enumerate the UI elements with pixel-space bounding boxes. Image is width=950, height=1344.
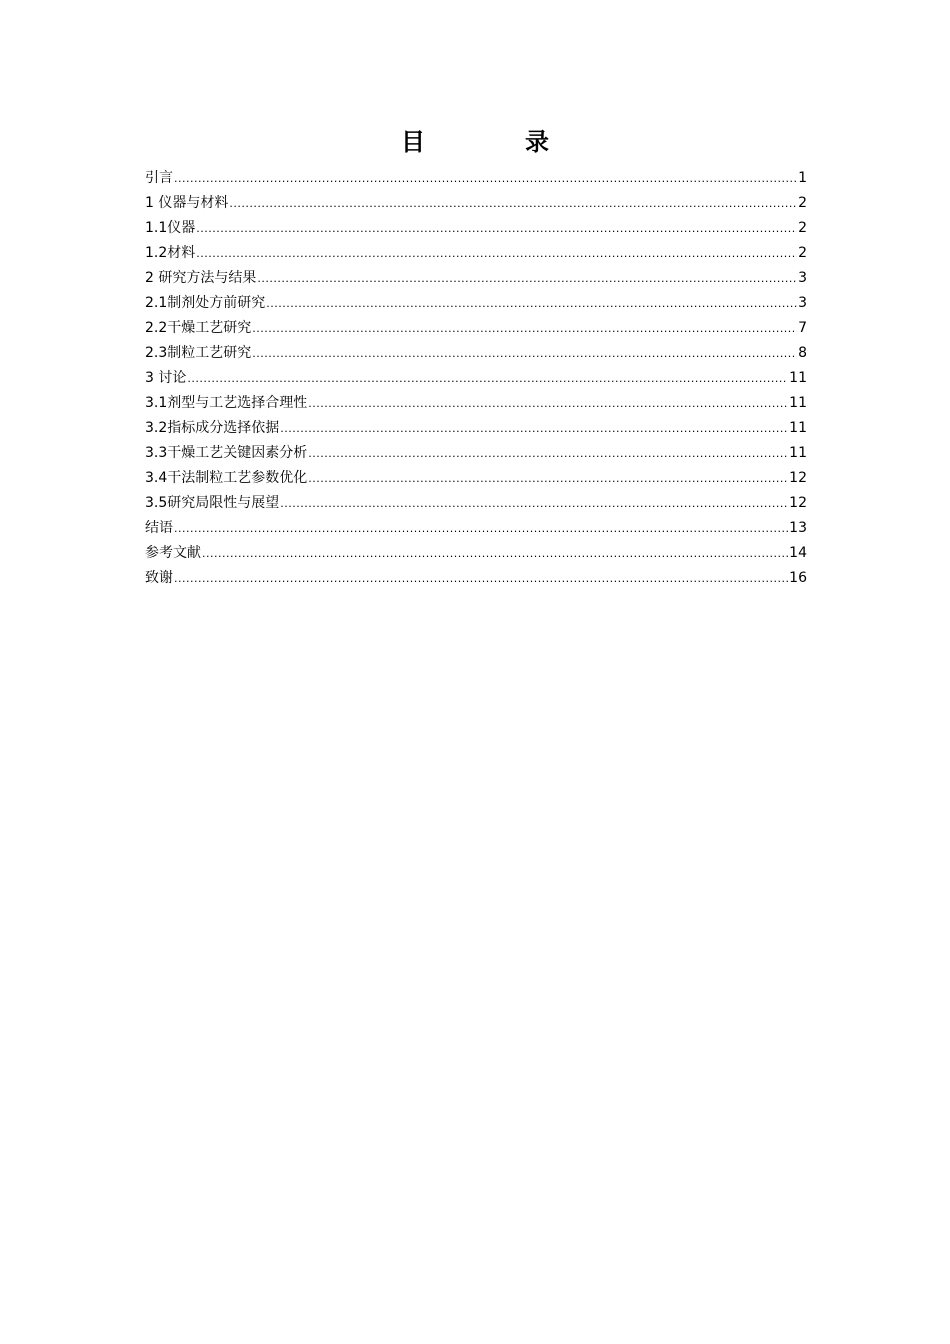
toc-dot-leader — [280, 491, 788, 516]
toc-entry-label: 3.1剂型与工艺选择合理性 — [145, 395, 308, 411]
table-of-contents — [145, 166, 807, 591]
toc-entry[interactable] — [145, 491, 807, 516]
toc-entry-label: 3.2指标成分选择依据 — [145, 420, 280, 436]
toc-entry-label: 1.2材料 — [145, 245, 196, 261]
toc-entry[interactable] — [145, 341, 807, 366]
toc-entry-label: 3 讨论 — [145, 370, 187, 386]
toc-entry[interactable] — [145, 366, 807, 391]
toc-entry-page: 7 — [798, 320, 807, 336]
toc-entry-page: 8 — [798, 345, 807, 361]
toc-entry-label: 3.5研究局限性与展望 — [145, 495, 280, 511]
toc-entry-label: 3.4干法制粒工艺参数优化 — [145, 470, 308, 486]
toc-dot-leader — [252, 316, 797, 341]
toc-entry[interactable] — [145, 391, 807, 416]
toc-entry[interactable] — [145, 166, 807, 191]
toc-entry-label: 引言 — [145, 170, 173, 186]
toc-dot-leader — [308, 391, 788, 416]
toc-entry-page: 11 — [789, 420, 807, 436]
toc-entry[interactable] — [145, 541, 807, 566]
toc-dot-leader — [196, 241, 797, 266]
toc-entry-label: 参考文献 — [145, 545, 201, 561]
toc-entry[interactable] — [145, 441, 807, 466]
toc-entry-label: 1 仪器与材料 — [145, 195, 229, 211]
toc-entry-label: 2.2干燥工艺研究 — [145, 320, 252, 336]
toc-dot-leader — [266, 291, 797, 316]
toc-entry[interactable] — [145, 191, 807, 216]
toc-dot-leader — [174, 166, 797, 191]
toc-entry[interactable] — [145, 516, 807, 541]
toc-entry-page: 11 — [789, 395, 807, 411]
toc-dot-leader — [280, 416, 788, 441]
toc-entry[interactable] — [145, 216, 807, 241]
toc-entry-page: 16 — [789, 570, 807, 586]
toc-dot-leader — [257, 266, 797, 291]
toc-dot-leader — [229, 191, 797, 216]
toc-title: 目 录 — [401, 128, 587, 156]
toc-entry[interactable] — [145, 316, 807, 341]
toc-entry-page: 3 — [798, 295, 807, 311]
toc-dot-leader — [196, 216, 797, 241]
toc-entry[interactable] — [145, 266, 807, 291]
toc-dot-leader — [252, 341, 797, 366]
toc-entry-label: 3.3干燥工艺关键因素分析 — [145, 445, 308, 461]
toc-entry-label: 2 研究方法与结果 — [145, 270, 257, 286]
toc-entry-page: 12 — [789, 470, 807, 486]
toc-entry-page: 1 — [798, 170, 807, 186]
toc-dot-leader — [174, 516, 788, 541]
toc-dot-leader — [202, 541, 788, 566]
toc-entry-label: 结语 — [145, 520, 173, 536]
toc-entry-page: 11 — [789, 370, 807, 386]
toc-entry[interactable] — [145, 291, 807, 316]
toc-entry-label: 1.1仪器 — [145, 220, 196, 236]
toc-entry-page: 2 — [798, 195, 807, 211]
toc-dot-leader — [308, 441, 788, 466]
toc-entry[interactable] — [145, 241, 807, 266]
toc-entry-page: 13 — [789, 520, 807, 536]
toc-entry[interactable] — [145, 416, 807, 441]
toc-entry-page: 3 — [798, 270, 807, 286]
toc-entry-label: 致谢 — [145, 570, 173, 586]
toc-dot-leader — [174, 566, 788, 591]
toc-entry-page: 11 — [789, 445, 807, 461]
toc-entry-label: 2.3制粒工艺研究 — [145, 345, 252, 361]
toc-dot-leader — [308, 466, 788, 491]
toc-dot-leader — [187, 366, 788, 391]
toc-entry[interactable] — [145, 466, 807, 491]
toc-entry-page: 12 — [789, 495, 807, 511]
toc-entry-label: 2.1制剂处方前研究 — [145, 295, 266, 311]
toc-entry-page: 2 — [798, 245, 807, 261]
toc-entry[interactable] — [145, 566, 807, 591]
toc-entry-page: 2 — [798, 220, 807, 236]
toc-entry-page: 14 — [789, 545, 807, 561]
